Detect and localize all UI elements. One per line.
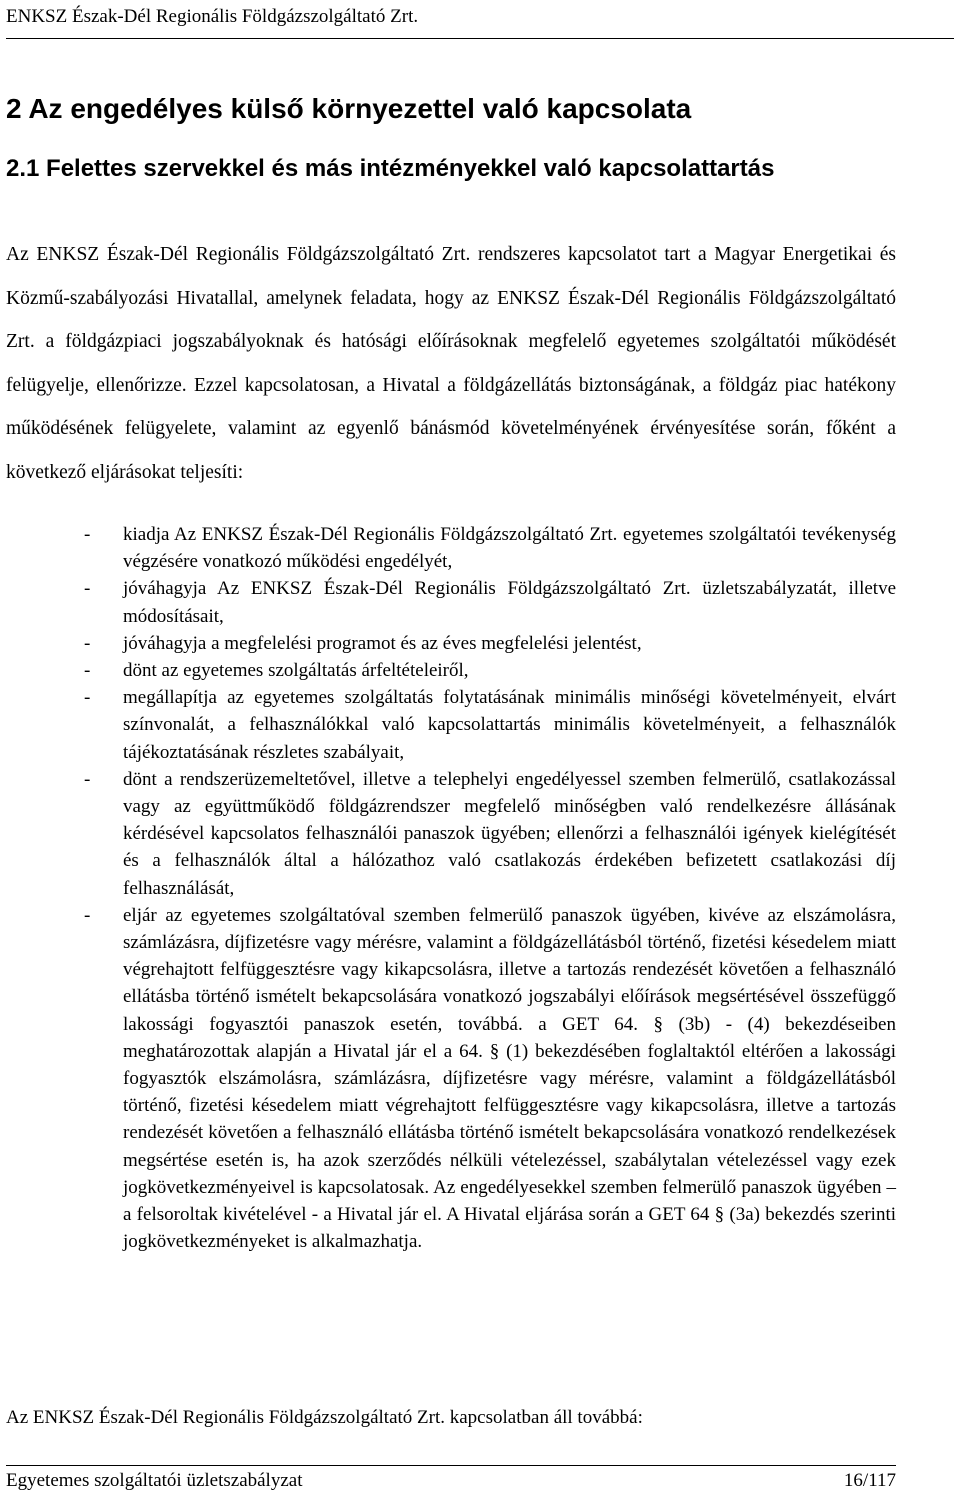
list-item-text: dönt a rendszerüzemeltetővel, illetve a telephelyi engedélyessel szemben felmerülő, csatlakozással vagy az együttműködő földgázrendszer megfelelő minőségben való rendelkezésre állásának kérdésével kapcsolatos felhasználói panaszok ügyében; ellenőrzi a felhasználói igények kielégítését és a felhasználók által a hálózathoz való csatlakozás érdekében befizetett csatlakozási díj felhasználását, [123,768,896,899]
list-dash: - [84,904,91,926]
list-item [6,766,896,902]
subsection-heading: 2.1 Felettes szervekkel és más intézményekkel való kapcsolattartás [6,155,775,182]
list-item-text: kiadja Az ENKSZ Észak-Dél Regionális Földgázszolgáltató Zrt. egyetemes szolgáltatói tevékenység végzésére vonatkozó működési engedélyét, [123,524,896,573]
list-item-text: eljár az egyetemes szolgáltatóval szemben felmerülő panaszok ügyében, kivéve az elszámolásra, számlázásra, díjfizetésre vagy mérésre, valamint a földgázellátásból történő, fizetési késedelem miatt végrehajtott felfüggesztésre vagy kikapcsolásra, illetve a tartozás rendezését követően a felhasználó ellátásba történő ismételt bekapcsolására vonatkozó jogszabályi előírások megsértésével összefüggő lakossági fogyasztói panaszok esetén, továbbá. a GET 64. § (3b) - (4) bekezdéseiben meghatározottak alapján a Hivatal jár el a 64. § (1) bekezdésében foglaltaktól eltérően a lakossági fogyasztók elszámolásra, számlázásra, díjfizetésre vagy mérésre, valamint a földgázellátásból történő, fizetési késedelem miatt végrehajtott felfüggesztésre vagy kikapcsolásra, illetve a tartozás rendezését követően a felhasználó ellátásba történő ismételt bekapcsolására vonatkozó rendelkezések megsértése esetén is, ha azok szerződés nélküli vételezéssel, szabálytalan vételezéssel vagy ezek jogkövetkezményeivel is kapcsolatosak. Az engedélyesekkel szemben felmerülő panaszok ügyében – a felsoroltak kivételével - a Hivatal jár el. A Hivatal eljárása során a GET 64 § (3a) bekezdés szerinti jogkövetkezményeket is alkalmazhatja. [123,904,896,1253]
closing-paragraph: Az ENKSZ Észak-Dél Regionális Földgázszolgáltató Zrt. kapcsolatban áll továbbá: [6,1407,643,1428]
list-item-text: dönt az egyetemes szolgáltatás árfeltételeiről, [123,660,469,682]
list-item [6,657,896,684]
footer-title: Egyetemes szolgáltatói üzletszabályzat [6,1470,303,1491]
list-item [6,521,896,575]
page-footer [6,1465,896,1494]
list-dash: - [84,687,91,709]
list-dash: - [84,578,91,600]
list-item [6,575,896,629]
list-item [6,902,896,1256]
list-dash: - [84,660,91,682]
procedures-list [6,521,896,1255]
section-heading: 2 Az engedélyes külső környezettel való kapcsolata [6,93,692,124]
list-item-text: jóváhagyja Az ENKSZ Észak-Dél Regionális Földgázszolgáltató Zrt. üzletszabályzatát, illetve módosításait, [123,578,896,627]
page-header [6,0,954,39]
list-item [6,630,896,657]
list-dash: - [84,632,91,654]
list-item-text: jóváhagyja a megfelelési programot és az éves megfelelési jelentést, [123,632,642,654]
page-number: 16/117 [843,1470,896,1491]
list-dash: - [84,524,91,545]
header-title: ENKSZ Észak-Dél Regionális Földgázszolgáltató Zrt. [6,6,419,27]
intro-paragraph: Az ENKSZ Észak-Dél Regionális Földgázszolgáltató Zrt. rendszeres kapcsolatot tart a Magyar Energetikai és Közmű-szabályozási Hivatallal, amelynek feladata, hogy az ENKSZ Észak-Dél Regionális Földgázszolgáltató Zrt. a földgázpiaci jogszabályoknak és hatósági előírásoknak megfelelő egyetemes szolgáltatói működését felügyelje, ellenőrizze. Ezzel kapcsolatosan, a Hivatal a földgázellátás biztonságának, a földgáz piac hatékony működésének felügyelete, valamint az egyenlő bánásmód követelményének érvényesítése során, főként a következő eljárásokat teljesíti: [6,244,896,483]
list-item-text: megállapítja az egyetemes szolgáltatás folytatásának minimális minőségi követelményeit, elvárt színvonalát, a felhasználókkal való kapcsolattartás minimális követelményeit, a felhasználók tájékoztatásának részletes szabályait, [123,687,896,763]
list-dash: - [84,768,91,790]
list-item [6,684,896,766]
